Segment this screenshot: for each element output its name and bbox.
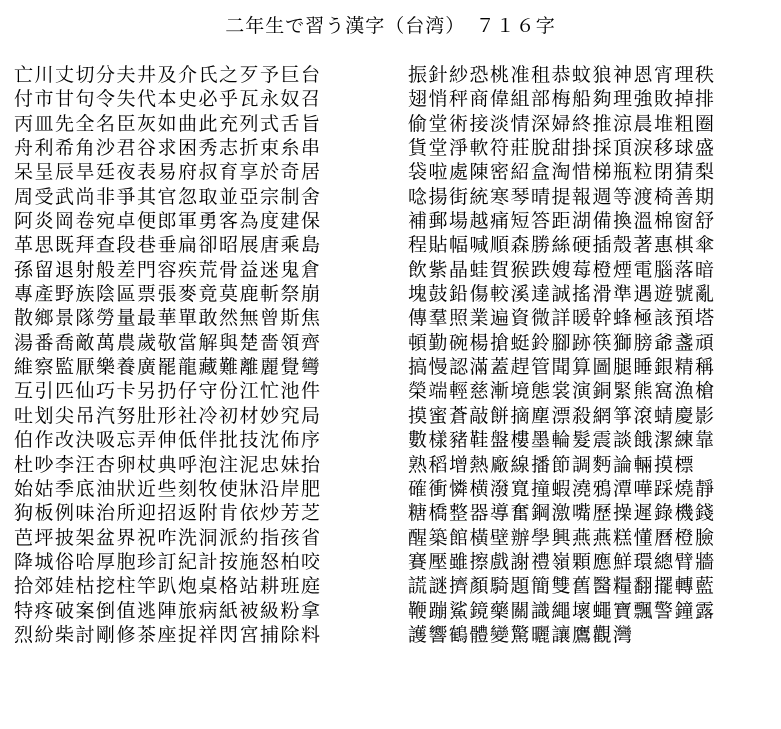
kanji-row: 專產野族陰區票張麥竟莫鹿斬祭崩 [14,283,322,306]
kanji-row: 芭坪披架盆界祝咋洗洞派約指孩省 [14,526,322,549]
kanji-row: 丙皿先全名臣灰如曲此充列式舌旨 [14,112,322,135]
kanji-row: 唸揚街統寒琴晴提報週等渡椅善期 [408,185,716,208]
kanji-row: 杜吵李汪杏卵杖典呼泡注泥忠妹抬 [14,453,322,476]
kanji-row: 飲紫晶蛙賀猴跌嫂莓橙煙電腦落暗 [408,258,716,281]
kanji-row: 摸蜜蒼敲餅摘塵漂殺網箏滾蜻慶影 [408,404,716,427]
kanji-row: 糖橋整器導奮鋼激嘴歷操遲錄機錢 [408,502,716,525]
kanji-row: 伯作改決吸忘弄伸低伴批技沈佈序 [14,429,322,452]
kanji-row: 護響鶴體變驚曬讓鷹觀灣 [408,623,634,646]
kanji-row: 阿炎岡卷宛卓便郎軍勇客為度建保 [14,210,322,233]
kanji-column-left [14,63,322,647]
kanji-row: 翅悄秤商偉組部梅船夠理強敗掉排 [408,88,716,111]
kanji-row: 湯番喬敵萬農歲敬當解與楚嗇領齊 [14,331,322,354]
kanji-row: 互引匹仙巧卡另扔仔守份江忙池件 [14,380,322,403]
kanji-row: 塊鼓鉛傷較溪達誠搖滑準遇遊號亂 [408,283,716,306]
kanji-row: 狗板例味治所迎招返附肯依炒芳芝 [14,502,322,525]
kanji-row: 革思既拜查段巷垂扁卻昭展唐乘島 [14,234,322,257]
kanji-row: 付市甘句令失代本史必乎瓦永奴召 [14,88,322,111]
kanji-row: 貨堂淨軟符莊脫甜掛採頂淚移球盛 [408,137,716,160]
kanji-row: 呆呈辰旱廷夜表易府叔育享於奇居 [14,161,322,184]
kanji-row: 程貼幅喊順森勝絲硬插殼著惠棋傘 [408,234,716,257]
kanji-row: 亡川丈切分夫井及介氏之歹予巨台 [14,64,322,86]
kanji-row: 鞭蹦鯊鏡藥關識繩壞蠅寶飄警鐘露 [408,599,716,622]
kanji-row: 維察監厭樂養廣罷龍藏難離麗覺彎 [14,356,322,379]
kanji-row: 始姑季底油狀近些刻牧使牀沿岸肥 [14,477,322,500]
kanji-row: 賽壓雖擦戲謝禮嶺顆應鮮環總臂牆 [408,550,716,573]
kanji-row: 醒築館橫壁辦學興燕燕糕懂曆橙臉 [408,526,716,549]
kanji-column-right [408,63,716,647]
kanji-row: 振針紗恐桃准租恭蚊狼神恩宵理秩 [408,64,716,86]
kanji-row: 散鄉景隊勞量最華單敢然無曾斯焦 [14,307,322,330]
kanji-row: 袋啦處陳密紹盒淘惜梯瓶粒閉猜梨 [408,161,716,184]
kanji-row: 確衝憐横潑寬撞蝦澆鴉潭嘩踩燒靜 [408,477,716,500]
kanji-row: 數樣豬鞋盤樓墨輪髮震談餓潔練靠 [408,429,716,452]
kanji-row: 偷堂術接淡情深婦終推涼晨堆粗圈 [408,112,716,135]
kanji-row: 榮端輕慈漸境態裳演銅緊熊窩漁槍 [408,380,716,403]
kanji-row: 烈紛柴討剛修茶座捉祥閃宮捕除料 [14,623,322,646]
kanji-row: 特疼破案倒值逃陣旅病紙被級粉拿 [14,599,322,622]
kanji-row: 拾郊娃枯挖柱竿趴炮桌格站耕班庭 [14,575,322,598]
kanji-row: 傳羣照業遍資微詳暖幹蜂極該預塔 [408,307,716,330]
kanji-row: 吐划尖吊汽努肚形社冷初材妙究局 [14,404,322,427]
kanji-row: 舟利希角沙君谷求困秀志折束糸串 [14,137,322,160]
kanji-row: 謊謎擠顏騎題簡雙舊醫糧翻擺轉藍 [408,575,716,598]
kanji-row: 搞慢認滿蓋趕管聞算圖腿睡銀精稱 [408,356,716,379]
kanji-row: 熟稻增熱廠線播節調麪論輛摸標 [408,453,696,476]
kanji-row: 周受武尚非爭其官忽取並亞宗制舍 [14,185,322,208]
kanji-row: 降城俗哈厚胞珍訂紀計按施怒柏咬 [14,550,322,573]
page-title: 二年生で習う漢字（台湾） ７１６字 [225,15,556,37]
kanji-row: 孫留退射般差門容疾荒骨益迷鬼倉 [14,258,322,281]
kanji-row: 補郵場越痛短答距湖備換溫棉窗舒 [408,210,716,233]
kanji-row: 頓勤碗楊搶蜓鈴腳跡筷獅膀爺盞頑 [408,331,716,354]
